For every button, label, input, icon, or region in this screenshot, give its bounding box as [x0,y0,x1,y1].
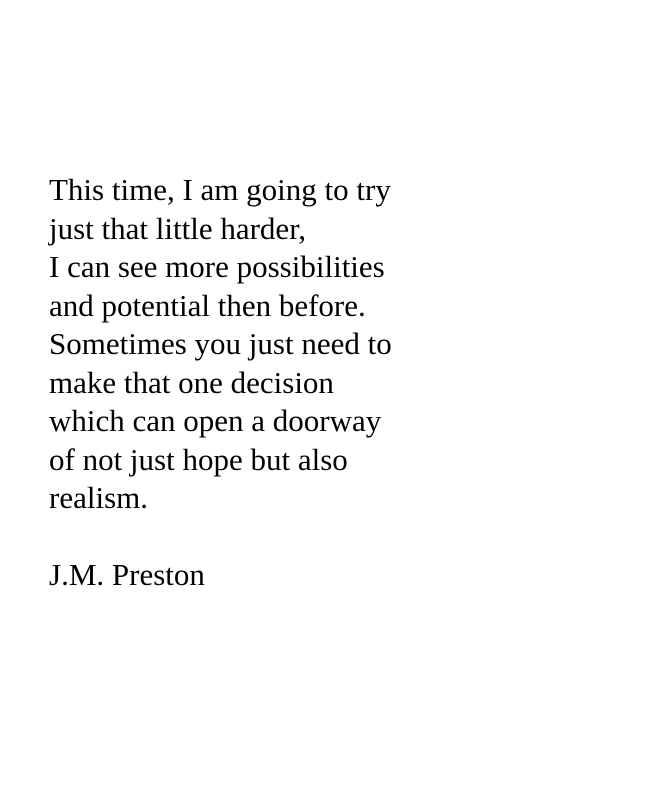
poem-line: which can open a doorway [49,403,382,438]
poem-line: make that one decision [49,364,334,400]
poem-line: I can see more possibilities [49,249,385,284]
poem-line: Sometimes you just need to [49,326,392,361]
poem-line: of not just hope but also [49,441,348,477]
poem-line: realism. [49,480,148,515]
author-signature: J.M. Preston [49,557,205,592]
poem-line: just that little harder, [49,210,307,246]
poem-text [49,171,649,518]
poem-line: and potential then before. [49,287,366,323]
poem-line: This time, I am going to try [49,172,391,207]
